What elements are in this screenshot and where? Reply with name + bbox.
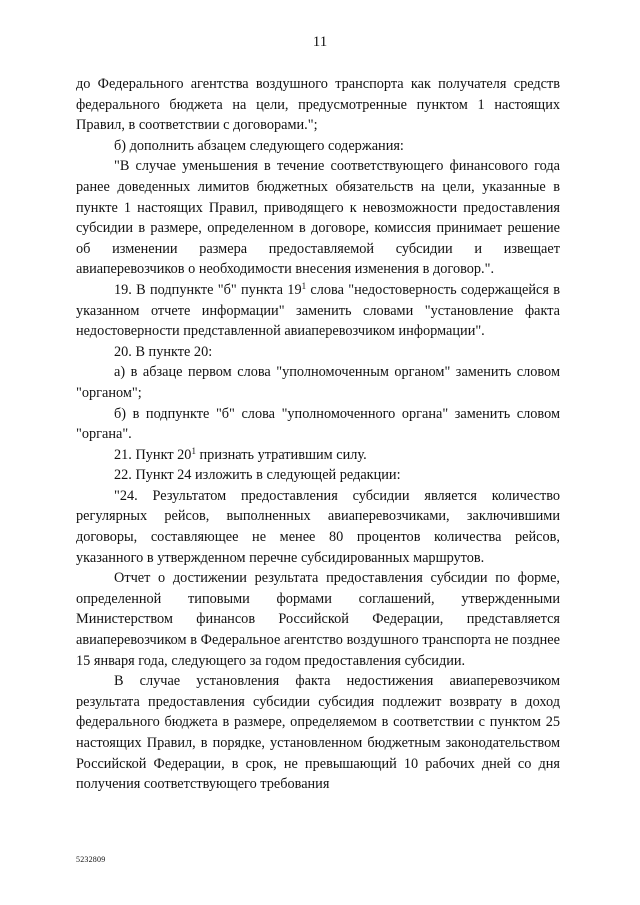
document-code: 5232809 (76, 855, 106, 864)
item-21-superscript: 1 (191, 445, 196, 456)
paragraph-item-20-a: а) в абзаце первом слова "уполномоченным органом" заменить словом "органом"; (76, 364, 560, 401)
page-number: 11 (312, 34, 328, 50)
paragraph-item-24-result: "24. Результатом предоставления субсидии является количество регулярных рейсов, выполненных авиаперевозчиками, заключившими договоры, составляющее не менее 80 процентов количества рейсов, указанного в утвержденном перечне субсидированных маршрутов. (76, 487, 560, 566)
paragraph-item-19 (76, 280, 560, 342)
paragraph-item-22: 22. Пункт 24 изложить в следующей редакции: (114, 467, 401, 484)
paragraph-item-20-b: б) в подпункте "б" слова "уполномоченного органа" заменить словом "органа". (76, 405, 560, 443)
item-19-text-before: 19. В подпункте "б" пункта 19 (114, 281, 302, 298)
item-19-text-after: слова "недостоверность содержащейся в указанном отчете информации" заменить словами "установление факта недостоверности представленной авиаперевозчиком информации". (76, 281, 560, 340)
paragraph-item-21 (76, 445, 560, 466)
paragraph-item-24-report: Отчет о достижении результата предоставления субсидии по форме, определенной типовыми формами соглашений, утвержденными Министерством финансов Российской Федерации, представляется авиаперевозчиком в Федеральное агентство воздушного транспорта не позднее 15 января года, следующего за годом предоставления субсидии. (76, 570, 560, 669)
item-19-superscript: 1 (301, 280, 307, 291)
paragraph-amendment-b: б) дополнить абзацем следующего содержания: (114, 137, 404, 154)
item-21-text-before: 21. Пункт 20 (114, 446, 192, 463)
item-21-text-after: признать утратившим силу. (195, 446, 367, 463)
paragraph-quoted-clause: "В случае уменьшения в течение соответствующего финансового года ранее доведенных лимитов бюджетных обязательств на цели, указанные в пункте 1 настоящих Правил, приводящего к невозможности предоставления субсидии в размере, определенном в договоре, комиссия принимает решение об изменении размера предоставляемой субсидии и извещает авиаперевозчиков о необходимости внесения изменения в договор.". (76, 158, 560, 278)
document-body (76, 74, 560, 795)
paragraph-continuation: до Федерального агентства воздушного транспорта как получателя средств федерального бюджета на цели, предусмотренные пунктом 1 настоящих Правил, в соответствии с договорами."; (76, 76, 560, 134)
paragraph-item-20: 20. В пункте 20: (114, 343, 213, 360)
paragraph-item-24-refund: В случае установления факта недостижения авиаперевозчиком результата предоставления субсидии субсидия подлежит возврату в доход федерального бюджета в размере, определяемом в соответствии с пунктом 25 настоящих Правил, в порядке, установленном бюджетным законодательством Российской Федерации, в срок, не превышающий 10 рабочих дней со дня получения соответствующего требования (76, 673, 560, 793)
